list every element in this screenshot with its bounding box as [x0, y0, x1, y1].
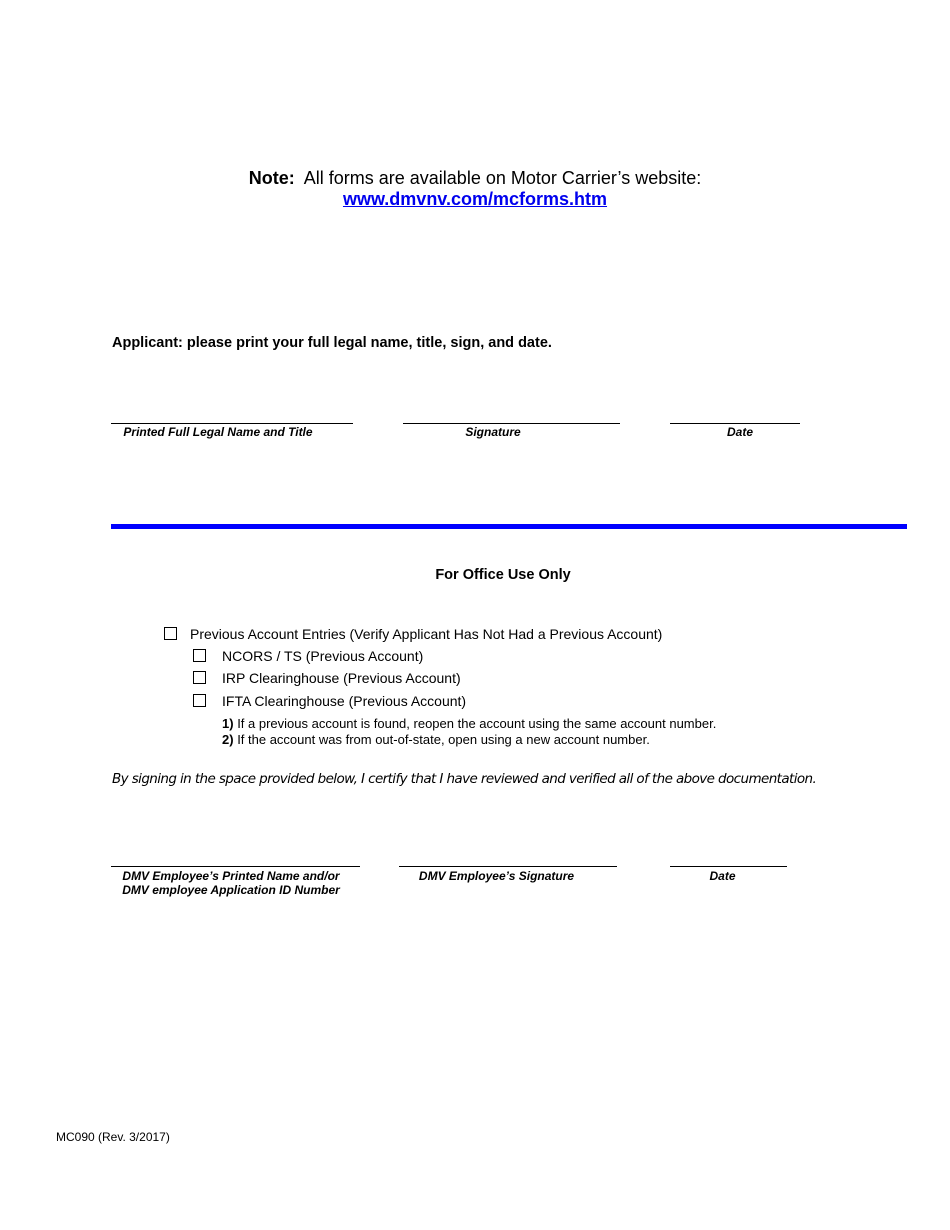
step-2: [222, 732, 650, 747]
form-id: MC090 (Rev. 3/2017): [56, 1130, 170, 1144]
note-text: All forms are available on Motor Carrier’s website:: [303, 168, 702, 188]
checklist-label: IFTA Clearinghouse (Previous Account): [222, 693, 467, 709]
employee-signature-caption: DMV Employee’s Signature: [418, 869, 575, 883]
checkbox-ifta[interactable]: [193, 694, 206, 707]
step-text: If a previous account is found, reopen the account using the same account number.: [237, 716, 717, 731]
checkbox-ncors[interactable]: [193, 649, 206, 662]
divider-bar: [111, 524, 907, 529]
certification-text: By signing in the space provided below, I certify that I have reviewed and verified all of the above documentation.: [112, 771, 817, 787]
employee-name-caption-1: DMV Employee’s Printed Name and/or: [122, 869, 340, 883]
note-label: Note:: [248, 168, 295, 188]
step-text: If the account was from out-of-state, open using a new account number.: [237, 732, 650, 747]
step-number: 2): [222, 732, 234, 747]
checkbox-irp[interactable]: [193, 671, 206, 684]
employee-name-caption-2: DMV employee Application ID Number: [122, 883, 340, 897]
date-line[interactable]: [670, 423, 800, 424]
office-title: For Office Use Only: [435, 567, 571, 583]
employee-name-caption: [111, 869, 351, 897]
employee-date-line[interactable]: [670, 866, 787, 867]
employee-date-caption: Date: [709, 869, 736, 883]
employee-name-line[interactable]: [111, 866, 360, 867]
checklist-label: IRP Clearinghouse (Previous Account): [222, 670, 461, 686]
signature-caption: Signature: [465, 425, 521, 439]
signature-line[interactable]: [403, 423, 620, 424]
date-caption: Date: [726, 425, 753, 439]
note: [0, 167, 950, 189]
step-number: 1): [222, 716, 234, 731]
checklist-label: Previous Account Entries (Verify Applicant Has Not Had a Previous Account): [190, 626, 663, 642]
employee-signature-line[interactable]: [399, 866, 617, 867]
forms-link[interactable]: www.dmvnv.com/mcforms.htm: [342, 189, 608, 209]
checklist-label: NCORS / TS (Previous Account): [222, 648, 424, 664]
applicant-instruction: Applicant: please print your full legal name, title, sign, and date.: [112, 335, 552, 351]
checkbox-previous-account[interactable]: [164, 627, 177, 640]
name-caption: Printed Full Legal Name and Title: [123, 425, 313, 439]
name-signature-line[interactable]: [111, 423, 353, 424]
step-1: [222, 716, 716, 731]
